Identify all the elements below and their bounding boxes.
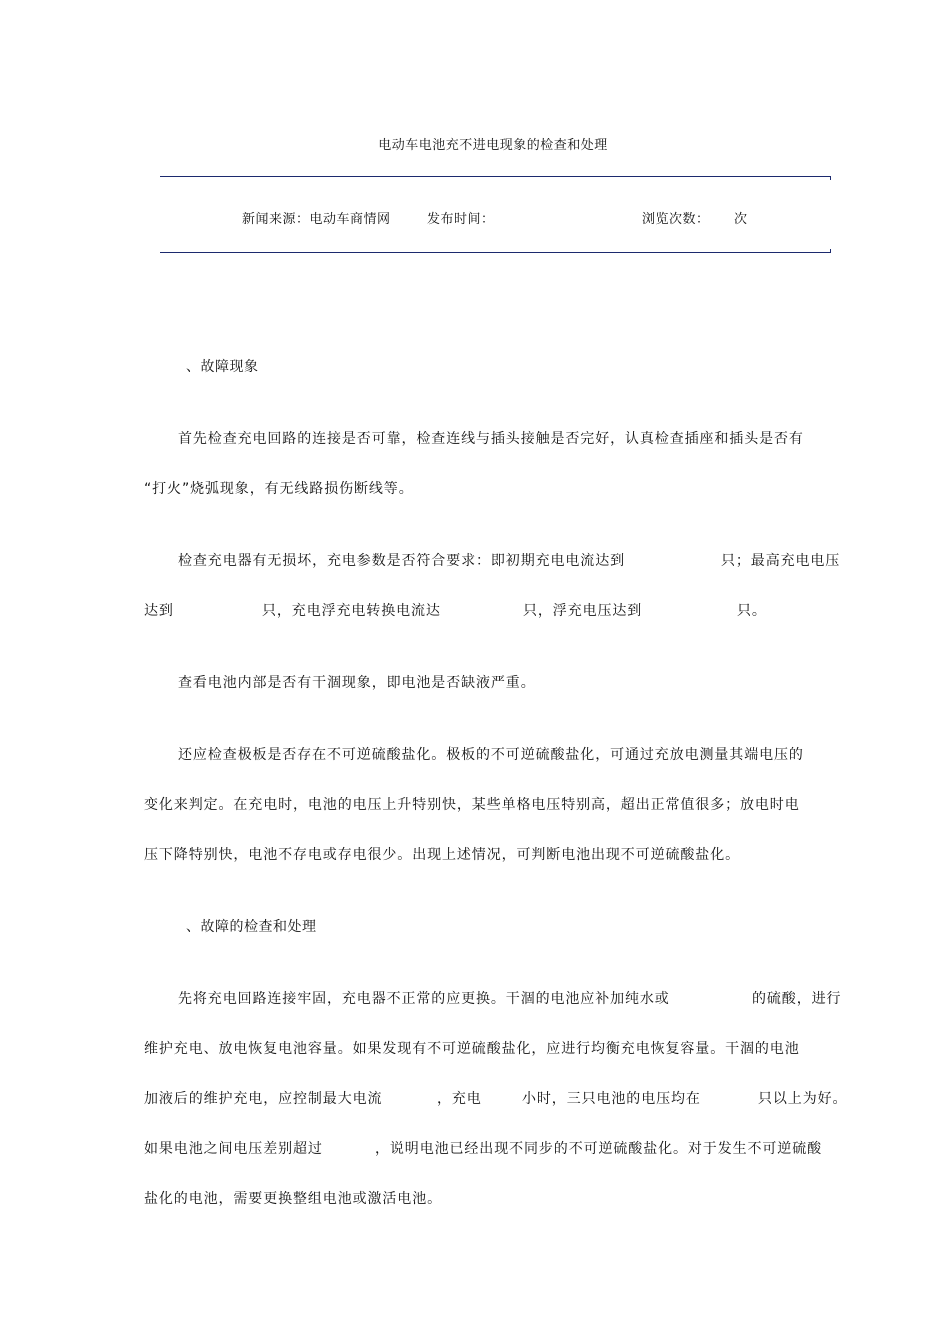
paragraph-line: 达到: [144, 603, 174, 619]
paragraph-line: 维护充电、放电恢复电池容量。如果发现有不可逆硫酸盐化，应进行均衡充电恢复容量。干涸的电池: [144, 1041, 800, 1057]
paragraph-line: 还应检查极板是否存在不可逆硫酸盐化。极板的不可逆硫酸盐化，可通过充放电测量其端电压的: [178, 747, 804, 763]
views-unit: 次: [734, 212, 748, 227]
header-top-rule: [160, 176, 830, 177]
paragraph-line: 如果电池之间电压差别超过: [144, 1141, 323, 1157]
paragraph-line: 盐化的电池，需要更换整组电池或激活电池。: [144, 1191, 442, 1207]
paragraph-line: 变化来判定。在充电时，电池的电压上升特别快，某些单格电压特别高，超出正常值很多；放电时电: [144, 797, 800, 813]
paragraph-line: “打火”烧弧现象，有无线路损伤断线等。: [144, 481, 414, 497]
paragraph-line: 加液后的维护充电，应控制最大电流: [144, 1091, 383, 1107]
section-heading-symptoms: 、故障现象: [186, 359, 259, 375]
section-heading-inspection: 、故障的检查和处理: [186, 919, 317, 935]
views-label: 浏览次数：: [642, 212, 710, 227]
paragraph-line: 的硫酸，进行: [752, 991, 842, 1007]
article-title: 电动车电池充不进电现象的检查和处理: [378, 138, 608, 153]
header-bottom-rule: [160, 252, 830, 253]
paragraph-line: ，说明电池已经出现不同步的不可逆硫酸盐化。对于发生不可逆硫酸: [375, 1141, 822, 1157]
paragraph-line: 只，充电浮充电转换电流达: [262, 603, 441, 619]
paragraph-line: 只。: [737, 603, 767, 619]
paragraph-line: 先将充电回路连接牢固，充电器不正常的应更换。干涸的电池应补加纯水或: [178, 991, 670, 1007]
paragraph-line: 压下降特别快，电池不存电或存电很少。出现上述情况，可判断电池出现不可逆硫酸盐化。: [144, 847, 740, 863]
paragraph-line: 查看电池内部是否有干涸现象，即电池是否缺液严重。: [178, 675, 536, 691]
publish-time-label: 发布时间：: [427, 212, 495, 227]
paragraph-line: 小时，三只电池的电压均在: [522, 1091, 701, 1107]
paragraph-line: 首先检查充电回路的连接是否可靠，检查连线与插头接触是否完好，认真检查插座和插头是否有: [178, 431, 804, 447]
paragraph-line: ，充电: [437, 1091, 482, 1107]
paragraph-line: 检查充电器有无损坏，充电参数是否符合要求：即初期充电电流达到: [178, 553, 625, 569]
news-source: 新闻来源：电动车商情网: [242, 212, 391, 227]
paragraph-line: 只以上为好。: [758, 1091, 848, 1107]
paragraph-line: 只；最高充电电压: [721, 553, 841, 569]
paragraph-line: 只，浮充电压达到: [523, 603, 643, 619]
